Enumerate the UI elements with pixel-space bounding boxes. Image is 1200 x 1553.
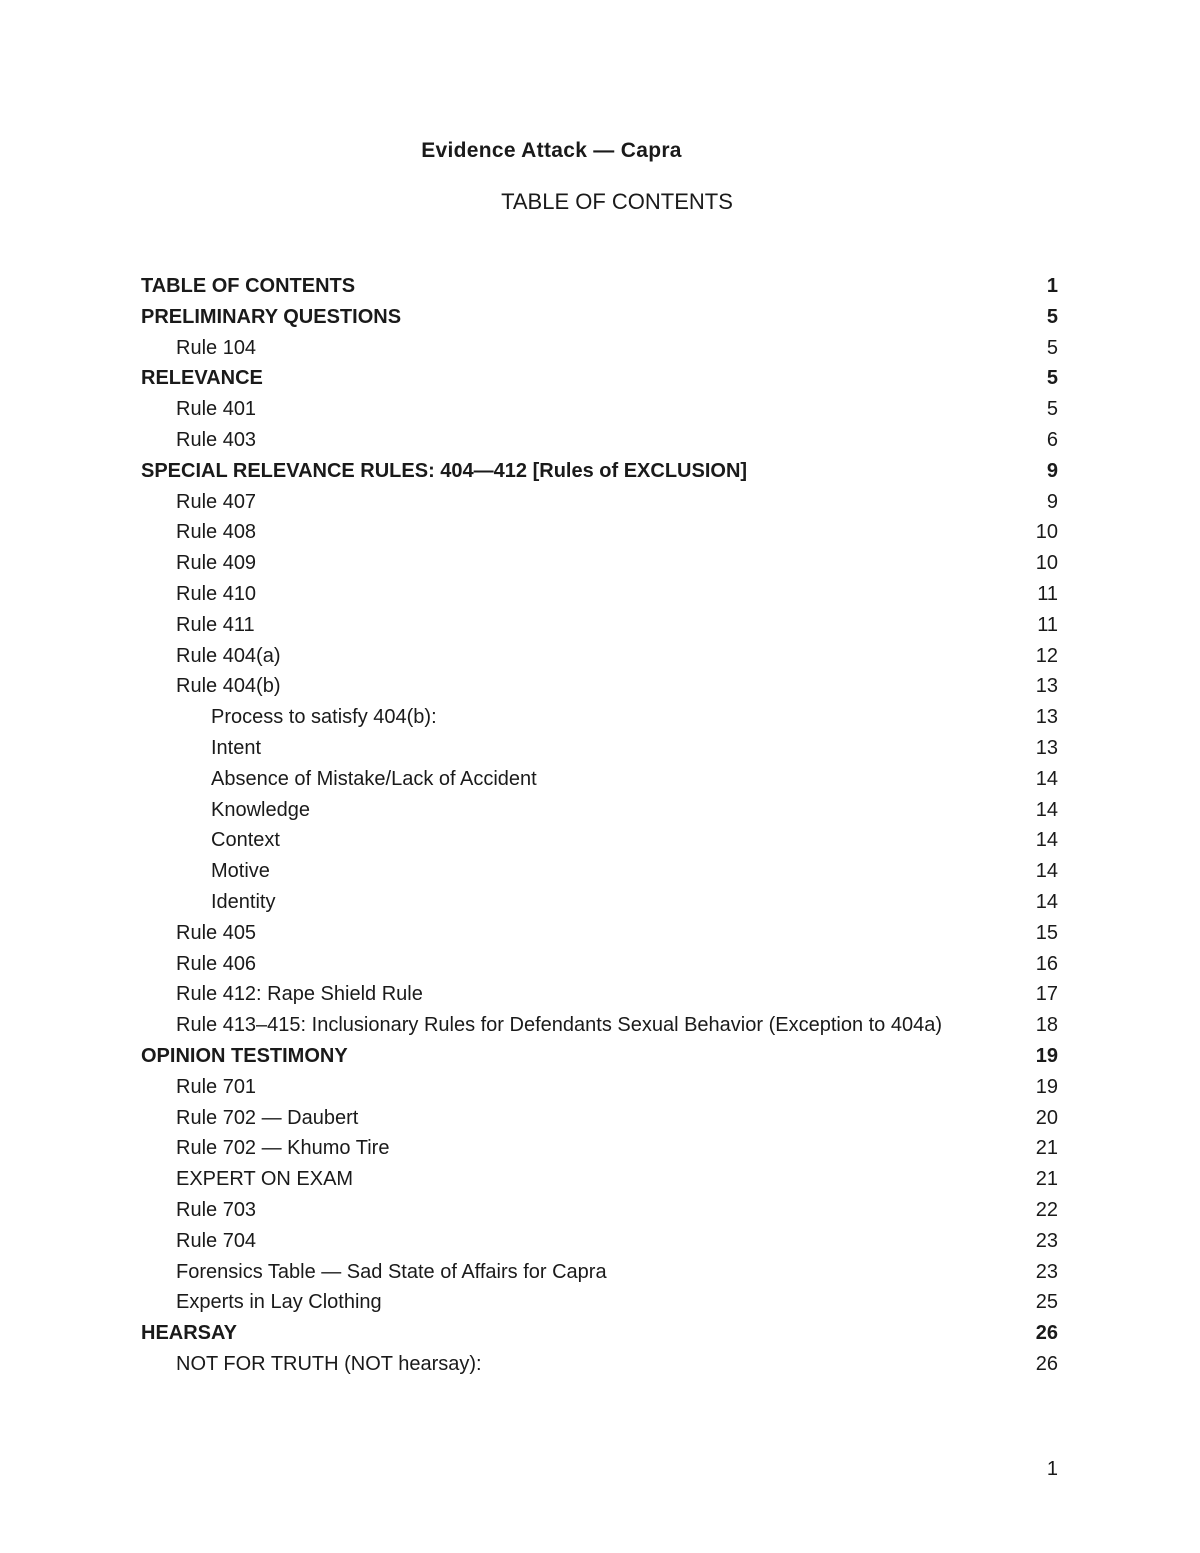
toc-entry-page: 19: [1035, 1075, 1058, 1098]
toc-entry[interactable]: [141, 425, 1058, 456]
toc-entry[interactable]: [141, 487, 1058, 518]
toc-entry-page: 17: [1035, 983, 1058, 1006]
toc-entry[interactable]: [141, 394, 1058, 425]
toc-entry-page: 14: [1035, 798, 1058, 821]
table-of-contents: [141, 271, 1058, 1380]
toc-entry-page: 11: [1037, 582, 1058, 605]
toc-entry-label: Experts in Lay Clothing: [176, 1291, 382, 1314]
toc-entry[interactable]: [141, 856, 1058, 887]
toc-entry[interactable]: [141, 1041, 1058, 1072]
toc-entry-page: 13: [1035, 675, 1058, 698]
toc-entry-page: 23: [1035, 1229, 1058, 1252]
toc-entry-page: 11: [1037, 613, 1058, 636]
toc-entry-label: NOT FOR TRUTH (NOT hearsay):: [176, 1352, 482, 1375]
toc-entry-page: 12: [1035, 644, 1058, 667]
toc-entry-label: Rule 405: [176, 921, 257, 944]
toc-entry[interactable]: [141, 702, 1058, 733]
toc-entry-label: Forensics Table — Sad State of Affairs for Capra: [176, 1260, 607, 1283]
toc-entry-label: SPECIAL RELEVANCE RULES: 404—412 [Rules of EXCLUSION]: [141, 459, 748, 482]
toc-entry[interactable]: [141, 887, 1058, 918]
toc-entry-label: Rule 413–415: Inclusionary Rules for Defendants Sexual Behavior (Exception to 404a): [176, 1014, 943, 1037]
toc-entry-label: Rule 403: [176, 428, 257, 451]
toc-entry-label: Rule 702 — Daubert: [176, 1106, 359, 1129]
toc-entry-label: Rule 104: [176, 336, 257, 359]
toc-entry-label: Rule 410: [176, 582, 257, 605]
toc-heading: TABLE OF CONTENTS: [501, 189, 733, 214]
toc-entry[interactable]: [141, 1318, 1058, 1349]
toc-entry-page: 21: [1035, 1168, 1058, 1191]
toc-entry-label: PRELIMINARY QUESTIONS: [141, 305, 402, 328]
toc-entry-page: 25: [1035, 1291, 1058, 1314]
toc-entry-label: Absence of Mistake/Lack of Accident: [211, 767, 537, 790]
toc-entry-label: Rule 404(a): [176, 644, 281, 667]
toc-entry[interactable]: [141, 979, 1058, 1010]
toc-entry-label: Intent: [211, 736, 262, 759]
toc-entry[interactable]: [141, 825, 1058, 856]
document-title: Evidence Attack — Capra: [421, 139, 682, 162]
toc-entry-page: 14: [1035, 767, 1058, 790]
toc-entry-page: 10: [1035, 552, 1058, 575]
toc-entry-label: OPINION TESTIMONY: [141, 1044, 348, 1067]
toc-entry-page: 21: [1035, 1137, 1058, 1160]
toc-entry-page: 1: [1046, 275, 1058, 297]
toc-entry-label: Rule 411: [176, 613, 255, 636]
toc-entry-page: 5: [1046, 398, 1058, 421]
toc-entry[interactable]: [141, 1226, 1058, 1257]
toc-entry[interactable]: [141, 1195, 1058, 1226]
toc-entry-label: RELEVANCE: [141, 367, 263, 390]
toc-entry-page: 13: [1035, 736, 1058, 759]
toc-entry[interactable]: [141, 610, 1058, 641]
toc-entry[interactable]: [141, 641, 1058, 672]
toc-entry[interactable]: [141, 1164, 1058, 1195]
toc-entry[interactable]: [141, 733, 1058, 764]
toc-entry-label: Rule 703: [176, 1198, 257, 1221]
toc-entry[interactable]: [141, 1072, 1058, 1103]
toc-entry-page: 18: [1035, 1014, 1058, 1037]
toc-entry-label: Rule 401: [176, 398, 257, 421]
toc-entry-page: 20: [1035, 1106, 1058, 1129]
toc-entry-label: Rule 409: [176, 552, 257, 575]
toc-entry-label: Rule 406: [176, 952, 257, 975]
toc-entry-label: Rule 407: [176, 490, 257, 513]
toc-entry-label: TABLE OF CONTENTS: [141, 275, 356, 297]
toc-entry[interactable]: [141, 363, 1058, 394]
toc-entry[interactable]: [141, 1257, 1058, 1288]
toc-entry[interactable]: [141, 579, 1058, 610]
toc-entry[interactable]: [141, 1103, 1058, 1134]
toc-entry-page: 6: [1046, 428, 1058, 451]
toc-entry-label: Rule 412: Rape Shield Rule: [176, 983, 423, 1006]
toc-entry-page: 5: [1046, 336, 1058, 359]
toc-entry-page: 13: [1035, 706, 1058, 729]
toc-entry-page: 26: [1035, 1322, 1058, 1345]
toc-entry-page: 22: [1035, 1198, 1058, 1221]
toc-entry[interactable]: [141, 302, 1058, 333]
toc-entry-page: 15: [1035, 921, 1058, 944]
toc-entry-page: 14: [1035, 860, 1058, 883]
toc-entry[interactable]: [141, 671, 1058, 702]
toc-entry-page: 14: [1035, 890, 1058, 913]
toc-entry-page: 5: [1046, 305, 1058, 328]
toc-entry[interactable]: [141, 764, 1058, 795]
toc-entry[interactable]: [141, 333, 1058, 364]
toc-entry-label: HEARSAY: [141, 1322, 237, 1345]
toc-entry[interactable]: [141, 1349, 1058, 1380]
toc-entry-page: 9: [1046, 459, 1058, 482]
toc-entry-page: 14: [1035, 829, 1058, 852]
toc-entry-page: 10: [1035, 521, 1058, 544]
toc-entry[interactable]: [141, 517, 1058, 548]
toc-entry-page: 26: [1035, 1352, 1058, 1375]
toc-entry-label: Rule 704: [176, 1229, 257, 1252]
toc-entry-label: Rule 702 — Khumo Tire: [176, 1137, 390, 1160]
toc-entry-label: Rule 701: [176, 1075, 257, 1098]
page-number: 1: [1046, 1458, 1058, 1480]
toc-entry[interactable]: [141, 456, 1058, 487]
toc-entry[interactable]: [141, 1287, 1058, 1318]
toc-entry-label: Knowledge: [211, 798, 310, 821]
toc-entry[interactable]: [141, 1133, 1058, 1164]
toc-entry-label: Rule 408: [176, 521, 257, 544]
toc-entry[interactable]: [141, 271, 1058, 302]
toc-entry-label: Context: [211, 829, 280, 852]
toc-entry[interactable]: [141, 949, 1058, 980]
toc-entry-label: EXPERT ON EXAM: [176, 1168, 354, 1191]
toc-entry-page: 5: [1046, 367, 1058, 390]
toc-entry[interactable]: [141, 795, 1058, 826]
toc-entry-page: 9: [1046, 490, 1058, 513]
toc-entry[interactable]: [141, 1010, 1058, 1041]
toc-entry-label: Rule 404(b): [176, 675, 281, 698]
toc-entry-label: Process to satisfy 404(b):: [211, 706, 437, 729]
toc-entry-page: 16: [1035, 952, 1058, 975]
toc-entry[interactable]: [141, 918, 1058, 949]
toc-entry-label: Identity: [211, 890, 276, 913]
toc-entry-label: Motive: [211, 860, 270, 883]
toc-entry-page: 23: [1035, 1260, 1058, 1283]
toc-entry[interactable]: [141, 548, 1058, 579]
toc-entry-page: 19: [1035, 1044, 1058, 1067]
